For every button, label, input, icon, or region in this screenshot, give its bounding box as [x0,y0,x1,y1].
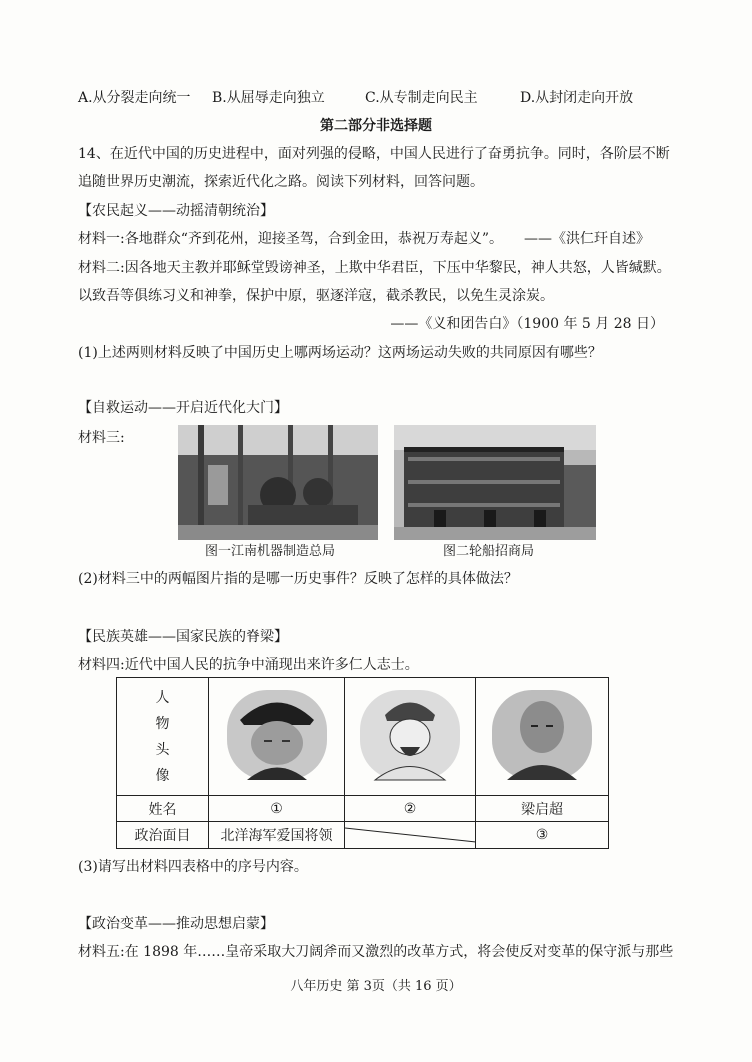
portrait-cell-3 [476,678,609,796]
portrait-cell-2 [345,678,476,796]
section-title-self-strengthening: 【自救运动——开启近代化大门】 [78,400,288,416]
portrait-cell-1 [209,678,345,796]
portrait-1-image [222,685,332,785]
photo-2-caption: 图二轮船招商局 [443,544,535,559]
role-cell-1: 北洋海军爱国将领 [209,822,345,849]
photo-1-caption: 图一江南机器制造总局 [205,544,336,559]
page-footer: 八年历史 第 3页（共 16 页） [290,979,462,994]
portrait-2-image [355,685,465,785]
role-row [117,822,609,849]
name-cell-1: ① [209,796,345,822]
question-3: (3)请写出材料四表格中的序号内容。 [78,859,308,875]
portrait-row [117,678,609,796]
option-d: D.从封闭走向开放 [520,90,634,106]
material-4: 材料四:近代中国人民的抗争中涌现出来许多仁人志士。 [78,657,419,673]
option-a: A.从分裂走向统一 [78,90,191,106]
role-cell-2-slash [345,822,476,849]
role-cell-3: ③ [476,822,609,849]
material-3-label: 材料三: [78,430,125,446]
name-cell-3: 梁启超 [476,796,609,822]
name-row-header: 姓名 [117,796,209,822]
role-row-header: 政治面目 [117,822,209,849]
question-2: (2)材料三中的两幅图片指的是哪一历史事件？反映了怎样的具体做法？ [78,571,518,587]
diagonal-strike [345,822,476,848]
option-b: B.从屈辱走向独立 [212,90,325,106]
header-char-2: 物 [155,715,170,732]
jiangnan-arsenal-photo [178,425,378,540]
material-2-line-2: 以致吾等俱练习义和神拳，保护中原，驱逐洋寇，截杀教民，以免生灵涂炭。 [78,288,554,304]
material-1: 材料一:各地群众“齐到花州，迎接圣驾，合到金田，恭祝万寿起义”。 ——《洪仁玕自述》 [78,231,651,247]
portrait-row-header [117,678,209,796]
header-char-4: 像 [155,767,170,784]
factory-interior-image [178,425,378,540]
part-title: 第二部分非选择题 [320,118,432,134]
section-title-national-heroes: 【民族英雄——国家民族的脊梁】 [78,629,288,645]
section-title-political-reform: 【政治变革——推动思想启蒙】 [78,916,274,932]
building-image [394,425,596,540]
material-2-line-1: 材料二:因各地天主教并耶稣堂毁谤神圣，上欺中华君臣，下压中华黎民，神人共怒，人皆缄默。 [78,260,671,276]
question-1: (1)上述两则材料反映了中国历史上哪两场运动？这两场运动失败的共同原因有哪些？ [78,345,602,361]
portrait-3-image [487,685,597,785]
name-cell-2: ② [345,796,476,822]
q14-intro-line-2: 追随世界历史潮流，探索近代化之路。阅读下列材料，回答问题。 [78,174,484,190]
header-char-1: 人 [155,689,170,706]
china-merchants-steam-photo [394,425,596,540]
material-2-source: ——《义和团告白》（1900 年 5 月 28 日） [390,316,664,332]
q14-intro-line-1: 14、在近代中国的历史进程中，面对列强的侵略，中国人民进行了奋勇抗争。同时，各阶层不断 [78,146,670,162]
option-c: C.从专制走向民主 [365,90,478,106]
header-char-3: 头 [155,741,170,758]
name-row [117,796,609,822]
section-title-peasant-uprising: 【农民起义——动摇清朝统治】 [78,203,274,219]
material-5: 材料五:在 1898 年……皇帝采取大刀阔斧而又激烈的改革方式，将会使反对变革的保守派与那些 [78,944,674,960]
heroes-table [116,677,609,849]
